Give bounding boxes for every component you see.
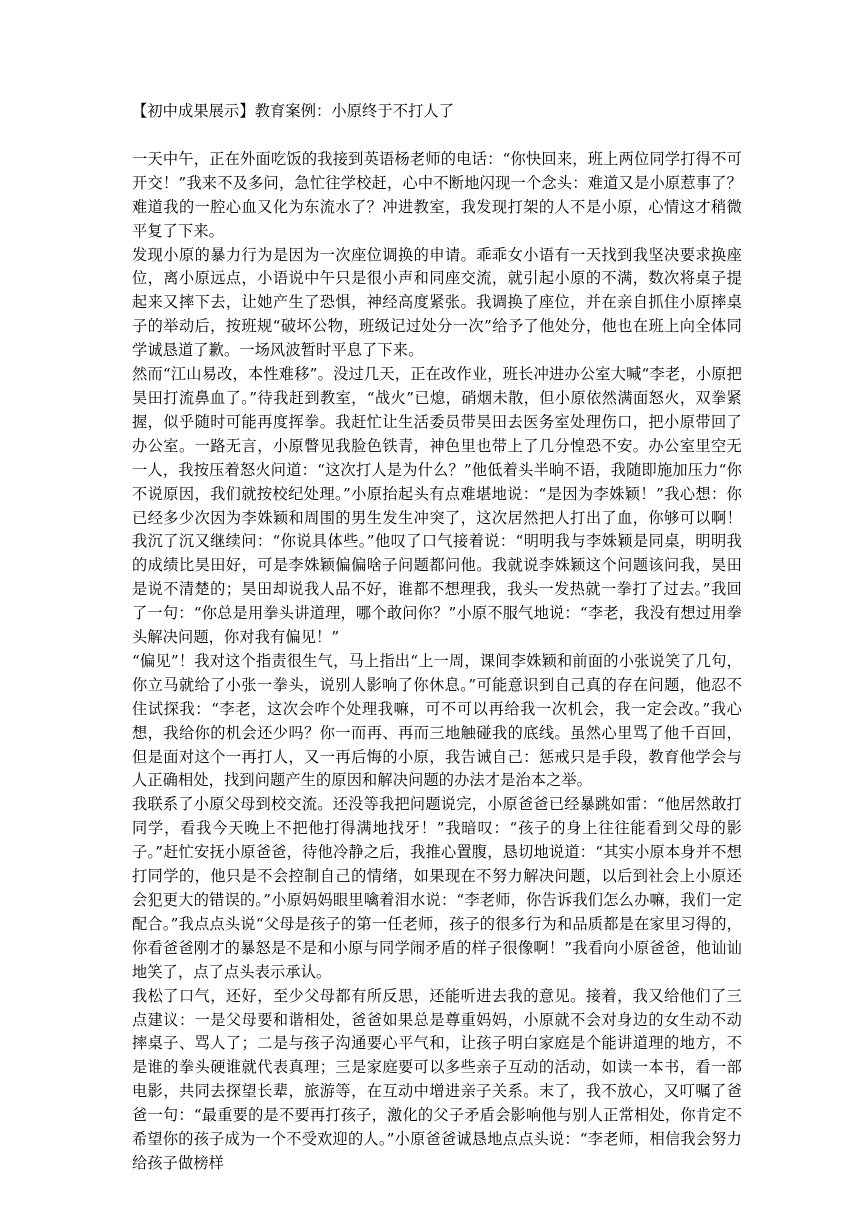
- title-spacer: [132, 124, 742, 148]
- paragraph-1: 一天中午，正在外面吃饭的我接到英语杨老师的电话：“你快回来，班上两位同学打得不可开交！”我来不及多问，急忙往学校赶，心中不断地闪现一个念头：难道又是小原惹事了？难道我的一腔心血又化为东流水了？冲进教室，我发现打架的人不是小原，心情这才稍微平复了下来。: [132, 149, 742, 240]
- document-page: [132, 100, 742, 1176]
- paragraph-4: “偏见”！我对这个指责很生气，马上指出“上一周，课间李姝颖和前面的小张说笑了几句，你立马就给了小张一拳头，说别人影响了你休息。”可能意识到自己真的存在问题，他忍不住试探我：“李老，这次会咋个处理我嘛，可不可以再给我一次机会，我一定会改。”我心想，我给你的机会还少吗？你一而再、再而三地触碰我的底线。虽然心里骂了他千百回，但是面对这个一再打人，又一再后悔的小原，我告诫自己：惩戒只是手段，教育他学会与人正确相处，找到问题产生的原因和解决问题的办法才是治本之举。: [132, 651, 742, 790]
- paragraph-5: 我联系了小原父母到校交流。还没等我把问题说完，小原爸爸已经暴跳如雷：“他居然敢打同学，看我今天晚上不把他打得满地找牙！”我暗叹：“孩子的身上往往能看到父母的影子。”赶忙安抚小原爸爸，待他冷静之后，我推心置腹，恳切地说道：“其实小原本身并不想打同学的，他只是不会控制自己的情绪，如果现在不努力解决问题，以后到社会上小原还会犯更大的错误的。”小原妈妈眼里噙着泪水说：“李老师，你告诉我们怎么办嘛，我们一定配合。”我点点头说“父母是孩子的第一任老师，孩子的很多行为和品质都是在家里习得的，你看爸爸刚才的暴怒是不是和小原与同学闹矛盾的样子很像啊！”我看向小原爸爸，他讪讪地笑了，点了点头表示承认。: [132, 795, 742, 981]
- paragraph-6: 我松了口气，还好，至少父母都有所反思，还能听进去我的意见。接着，我又给他们了三点建议：一是父母要和谐相处，爸爸如果总是尊重妈妈，小原就不会对身边的女生动不动摔桌子、骂人了；二是与孩子沟通要心平气和，让孩子明白家庭是个能讲道理的地方，不是谁的拳头硬谁就代表真理；三是家庭要可以多些亲子互动的活动，如读一本书，看一部电影，共同去探望长辈，旅游等，在互动中增进亲子关系。末了，我不放心，又叮嘱了爸爸一句：“最重要的是不要再打孩子，激化的父子矛盾会影响他与别人正常相处，你肯定不希望你的孩子成为一个不受欢迎的人。”小原爸爸诚恳地点点头说：“李老师，相信我会努力给孩子做榜样: [132, 986, 742, 1172]
- paragraph-2: 发现小原的暴力行为是因为一次座位调换的申请。乖乖女小语有一天找到我坚决要求换座位，离小原远点，小语说中午只是很小声和同座交流，就引起小原的不满，数次将桌子提起来又摔下去，让她产生了恐惧，神经高度紧张。我调换了座位，并在亲自抓住小原摔桌子的举动后，按班规“破坏公物，班级记过处分一次”给予了他处分，他也在班上向全体同学诚恳道了歉。一场风波暂时平息了下来。: [132, 245, 742, 360]
- document-title: 【初中成果展示】教育案例：小原终于不打人了: [132, 102, 455, 120]
- paragraph-3: 然而“江山易改，本性难移”。没过几天，正在改作业，班长冲进办公室大喊“李老，小原把昊田打流鼻血了。”待我赶到教室，“战火”已熄，硝烟未散，但小原依然满面怒火，双拳紧握，似乎随时可能再度挥拳。我赶忙让生活委员带昊田去医务室处理伤口，把小原带回了办公室。一路无言，小原瞥见我脸色铁青，神色里也带上了几分惶恐不安。办公室里空无一人，我按压着怒火问道：“这次打人是为什么？”他低着头半晌不语，我随即施加压力“你不说原因，我们就按校纪处理。”小原抬起头有点难堪地说：“是因为李姝颖！”我心想：你已经多少次因为李姝颖和周围的男生发生冲突了，这次居然把人打出了血，你够可以啊！我沉了沉又继续问：“你说具体些。”他叹了口气接着说：“明明我与李姝颖是同桌，明明我的成绩比昊田好，可是李姝颖偏偏啥子问题都问他。我就说李姝颖这个问题该问我，昊田是说不清楚的；昊田却说我人品不好，谁都不想理我，我头一发热就一拳打了过去。”我回了一句：“你总是用拳头讲道理，哪个敢问你？”小原不服气地说：“李老，我没有想过用拳头解决问题，你对我有偏见！”: [132, 365, 742, 647]
